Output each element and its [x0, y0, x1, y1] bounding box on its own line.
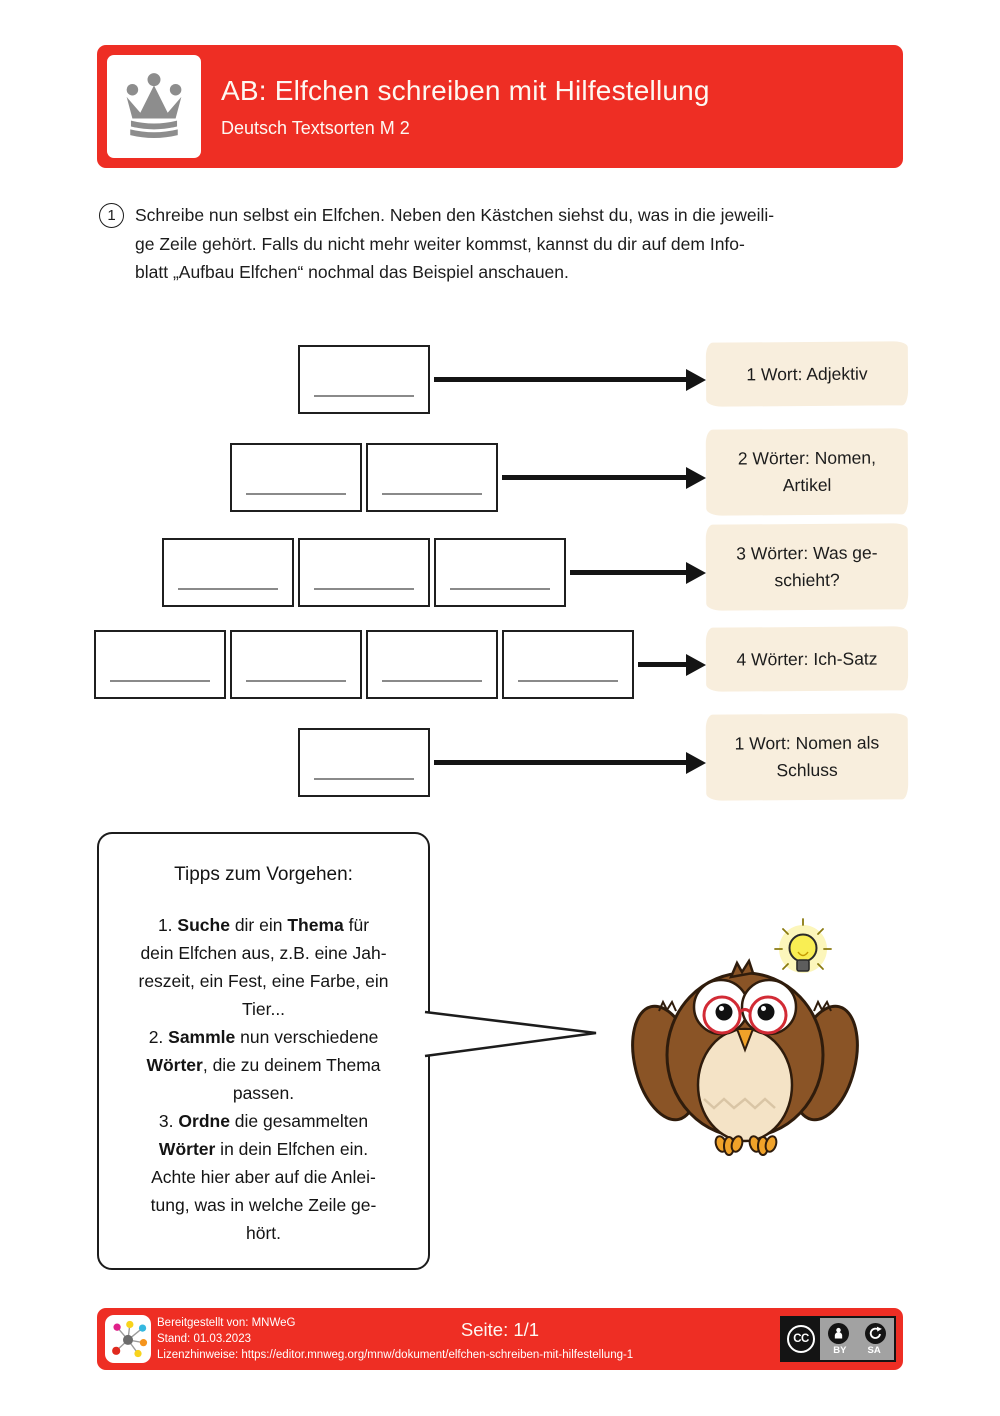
- tips-line: passen.: [232, 1083, 295, 1103]
- lightbulb-icon: [775, 919, 831, 973]
- cc-license-badge: [780, 1316, 896, 1362]
- footer-provider: Bereitgestellt von: MNWeG: [157, 1317, 296, 1329]
- word-box: [298, 538, 430, 607]
- owl-tuft: [731, 961, 753, 977]
- arrow: [434, 377, 686, 382]
- word-box: [162, 538, 294, 607]
- arrow-head-icon: [686, 654, 706, 676]
- arrow: [638, 662, 686, 667]
- word-box: [366, 630, 498, 699]
- arrow-head-icon: [686, 369, 706, 391]
- row-label: 1 Wort: Nomen als Schluss: [706, 713, 909, 800]
- speech-bubble-tail: [420, 1005, 605, 1067]
- arrow: [502, 475, 686, 480]
- owl-illustration: [625, 915, 865, 1170]
- cc-sa-label: SA: [867, 1344, 881, 1356]
- tips-body: [99, 911, 428, 1247]
- tips-line: tung, was in welche Zeile ge-: [150, 1195, 377, 1215]
- cc-sa-icon: [865, 1323, 886, 1344]
- arrow-head-icon: [686, 467, 706, 489]
- tips-line: Achte hier aber auf die Anlei-: [151, 1167, 376, 1187]
- page-subtitle: Deutsch Textsorten M 2: [221, 118, 410, 138]
- row-label: 2 Wörter: Nomen, Artikel: [706, 428, 909, 515]
- word-box: [434, 538, 566, 607]
- tips-line: 2. Sammle nun verschiedene: [148, 1027, 379, 1047]
- word-box: [366, 443, 498, 512]
- cc-icon: CC: [787, 1325, 815, 1353]
- mnweg-logo-icon: [105, 1315, 151, 1363]
- tips-line: Tier...: [241, 999, 286, 1019]
- word-box: [94, 630, 226, 699]
- footer-date: Stand: 01.03.2023: [157, 1333, 251, 1345]
- row-label: 3 Wörter: Was ge- schieht?: [706, 523, 909, 610]
- tips-line: hört.: [245, 1223, 282, 1243]
- footer: [97, 1308, 903, 1370]
- page-title: AB: Elfchen schreiben mit Hilfestellung: [221, 75, 710, 106]
- page-indicator: Seite: 1/1: [460, 1319, 540, 1340]
- tips-line: Wörter in dein Elfchen ein.: [158, 1139, 369, 1159]
- header: [97, 45, 903, 168]
- task-number-badge: 1: [99, 203, 124, 228]
- word-box: [502, 630, 634, 699]
- tips-title: Tipps zum Vorgehen:: [174, 864, 353, 885]
- word-box: [230, 443, 362, 512]
- word-box: [298, 728, 430, 797]
- arrow-head-icon: [686, 562, 706, 584]
- footer-license: Lizenzhinweise: https://editor.mnweg.org/mnw/dokument/elfchen-schreiben-mit-hilfestellung-1: [157, 1349, 634, 1361]
- task-text: [135, 201, 915, 287]
- tips-line: 3. Ordne die gesammelten: [158, 1111, 369, 1131]
- word-box: [230, 630, 362, 699]
- tips-box: [97, 832, 430, 1270]
- tips-line: reszeit, ein Fest, eine Farbe, ein: [138, 971, 389, 991]
- tips-line: dein Elfchen aus, z.B. eine Jah-: [140, 943, 387, 963]
- word-box: [298, 345, 430, 414]
- task-line: Schreibe nun selbst ein Elfchen. Neben den Kästchen siehst du, was in die jeweili-: [135, 205, 775, 225]
- arrow: [570, 570, 686, 575]
- arrow: [434, 760, 686, 765]
- row-label: 1 Wort: Adjektiv: [706, 341, 908, 406]
- tips-line: Wörter, die zu deinem Thema: [146, 1055, 381, 1075]
- tips-line: 1. Suche dir ein Thema für: [157, 915, 370, 935]
- logo-box: [107, 55, 201, 158]
- row-label: 4 Wörter: Ich-Satz: [706, 626, 908, 691]
- task-line: ge Zeile gehört. Falls du nicht mehr weiter kommst, kannst du dir auf dem Info-: [135, 233, 745, 254]
- arrow-head-icon: [686, 752, 706, 774]
- cc-by-label: BY: [833, 1344, 847, 1356]
- task-line: blatt „Aufbau Elfchen“ nochmal das Beispiel anschauen.: [135, 262, 569, 282]
- cc-by-icon: [828, 1323, 849, 1344]
- crown-icon: [118, 68, 190, 146]
